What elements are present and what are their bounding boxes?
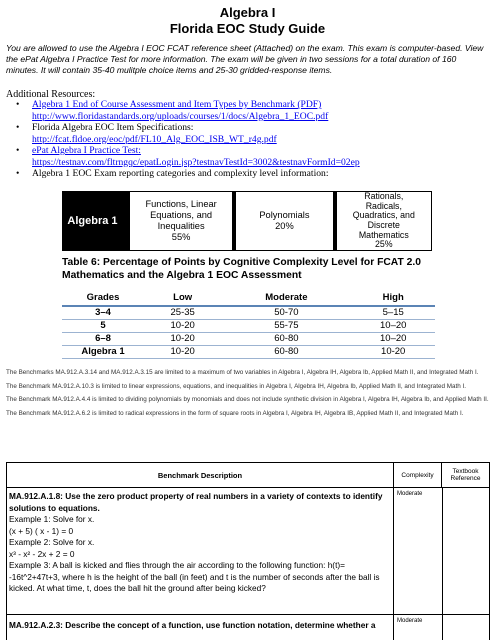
table-row (62, 333, 435, 346)
category-line: Inequalities (157, 221, 205, 231)
category-line: 25% (374, 239, 393, 250)
table-cell: 25-35 (144, 306, 221, 320)
category-box-rationals (336, 191, 432, 251)
benchmark-notes (6, 369, 490, 423)
table-cell: 60-80 (221, 346, 351, 359)
table-cell: 3–4 (62, 306, 144, 320)
table-cell: 10-20 (351, 346, 435, 359)
example-line: Example 2: Solve for x. (9, 537, 95, 547)
table-cell: 5–15 (351, 306, 435, 320)
textbook-reference-cell (442, 488, 443, 614)
category-line: Discrete (367, 220, 400, 230)
category-line: Quadratics, and (352, 210, 415, 221)
table-header: Grades (62, 289, 144, 306)
table-row (6, 487, 490, 615)
note-paragraph: The Benchmark MA.912.A.10.3 is limited to linear expressions, equations, and inequalities in Algebra I, Algebra IH, Algebra Ib, Applied Math II, and Integrated Math I. (6, 382, 466, 390)
category-line: 20% (275, 221, 294, 231)
bullet-icon: • (16, 99, 20, 110)
example-line: Example 3: A ball is kicked and flies through the air according to the following function: h(t)= -16t^2+47t+3, where h is the height of the ball (in feet) and t is the number of seconds after the ball is kicked. At what time, t, does the ball hit the ground after being kicked? (9, 560, 380, 593)
table-row (62, 320, 435, 333)
table-cell: 10-20 (144, 346, 221, 359)
bullet-icon: • (16, 145, 20, 156)
benchmark-title: MA.912.A.1.8: Use the zero product property of real numbers in a variety of contexts to identify solutions to equations. (9, 491, 383, 513)
table-header: Moderate (221, 289, 351, 306)
example-line: x³ - x² - 2x + 2 = 0 (9, 548, 75, 559)
textbook-header (441, 462, 490, 488)
example-line: (x + 5) ( x - 1) = 0 (9, 525, 74, 536)
table-cell: 6–8 (62, 333, 144, 346)
table-row (6, 614, 490, 640)
benchmark-description (7, 615, 394, 640)
note-paragraph: The Benchmarks MA.912.A.3.14 and MA.912.A.3.15 are limited to a maximum of two variables in Algebra I, Algebra IH, Algebra Ib, Applied Math II, and Integrated Math I. (6, 369, 479, 376)
table-caption: Table 6: Percentage of Points by Cognitive Complexity Level for FCAT 2.0 Mathematics and the Algebra 1 EOC Assessment (62, 257, 421, 281)
resource-label: Algebra 1 EOC Exam reporting categories and complexity level information: (32, 168, 329, 179)
resource-url[interactable]: http://fcat.fldoe.org/eoc/pdf/FL10_Alg_EOC_ISB_WT_r4g.pdf (32, 133, 277, 145)
table-cell: 5 (62, 320, 144, 333)
header-label: Textbook Reference (450, 468, 481, 482)
benchmark-table (6, 462, 490, 640)
example-line: Example 1: Solve for x. (9, 514, 95, 524)
bullet-icon: • (16, 122, 20, 133)
category-box-functions (129, 191, 233, 251)
complexity-header (393, 462, 442, 488)
table-cell: 10-20 (144, 333, 221, 346)
page-subtitle: Florida EOC Study Guide (169, 21, 326, 36)
list-item (6, 99, 490, 122)
resource-link[interactable]: ePat Algebra I Practice Test: (32, 145, 141, 156)
category-box-polynomials (235, 191, 333, 251)
benchmark-description (7, 488, 394, 614)
table-cell: 10–20 (351, 320, 435, 333)
table-cell: 10-20 (144, 320, 221, 333)
resource-label: Florida Algebra EOC Item Specifications: (32, 122, 194, 133)
table-row (62, 306, 435, 320)
table-cell: 55-75 (221, 320, 351, 333)
table-header: High (351, 289, 435, 306)
category-main-label: Algebra 1 (62, 191, 123, 251)
resource-url[interactable]: https://testnav.com/fltrngqc/epatLogin.jsp?testnavTestId=3002&testnavFormId=02ep (32, 156, 360, 168)
reporting-categories (62, 191, 432, 251)
category-line: Rationals, (364, 191, 404, 202)
category-line: Radicals, (365, 200, 402, 211)
category-line: Mathematics (358, 229, 409, 240)
table-cell: 50-70 (221, 306, 351, 320)
complexity-value: Moderate (397, 491, 423, 497)
table-header: Low (144, 289, 221, 306)
list-item (6, 145, 490, 168)
resources-heading: Additional Resources: (6, 89, 96, 100)
resource-url[interactable]: http://www.floridastandards.org/uploads/courses/1/docs/Algebra_1_EOC.pdf (32, 110, 329, 122)
table-cell: 10–20 (351, 333, 435, 346)
benchmark-header (6, 462, 394, 488)
note-paragraph: The Benchmark MA.912.A.6.2 is limited to radical expressions in the form of square roots in Algebra I, Algebra IH, Algebra IB, Applied Math II, and Integrated Math I. (6, 409, 464, 417)
list-item (6, 122, 490, 145)
table-cell: Algebra 1 (62, 346, 144, 359)
table-header-row (62, 289, 435, 306)
header-label: Complexity (401, 471, 434, 479)
note-paragraph: The Benchmark MA.912.A.4.4 is limited to dividing polynomials by monomials and does not include synthetic division in Algebra I, Algebra IH, Algebra Ib, and Applied Math II. (6, 396, 489, 404)
resources-list (6, 99, 490, 180)
table-row (62, 346, 435, 359)
complexity-value: Moderate (397, 618, 423, 624)
resource-link[interactable]: Algebra 1 End of Course Assessment and Item Types by Benchmark (PDF) (32, 99, 322, 110)
bullet-icon: • (16, 168, 20, 179)
category-line: 55% (171, 232, 191, 242)
complexity-table (62, 289, 435, 359)
category-line: Functions, Linear (145, 199, 217, 209)
table-cell: 60-80 (221, 333, 351, 346)
category-line: Polynomials (259, 210, 310, 220)
category-line: Equations, and (150, 210, 213, 220)
page-title: Algebra I (219, 5, 276, 20)
intro-text: You are allowed to use the Algebra I EOC FCAT reference sheet (Attached) on the exam. This exam is computer-based. View the ePat Algebra I Practice Test for more information. The exam will be given in two sessions for a total duration of 160 minutes. It will contain 35-40 mulitple choice items and 25-30 gridded-response items. (6, 43, 484, 75)
list-item (6, 168, 490, 180)
textbook-reference-cell (442, 615, 443, 640)
header-label: Benchmark Description (157, 470, 243, 480)
benchmark-title: MA.912.A.2.3: Describe the concept of a function, use function notation, determine whether a (9, 620, 376, 630)
